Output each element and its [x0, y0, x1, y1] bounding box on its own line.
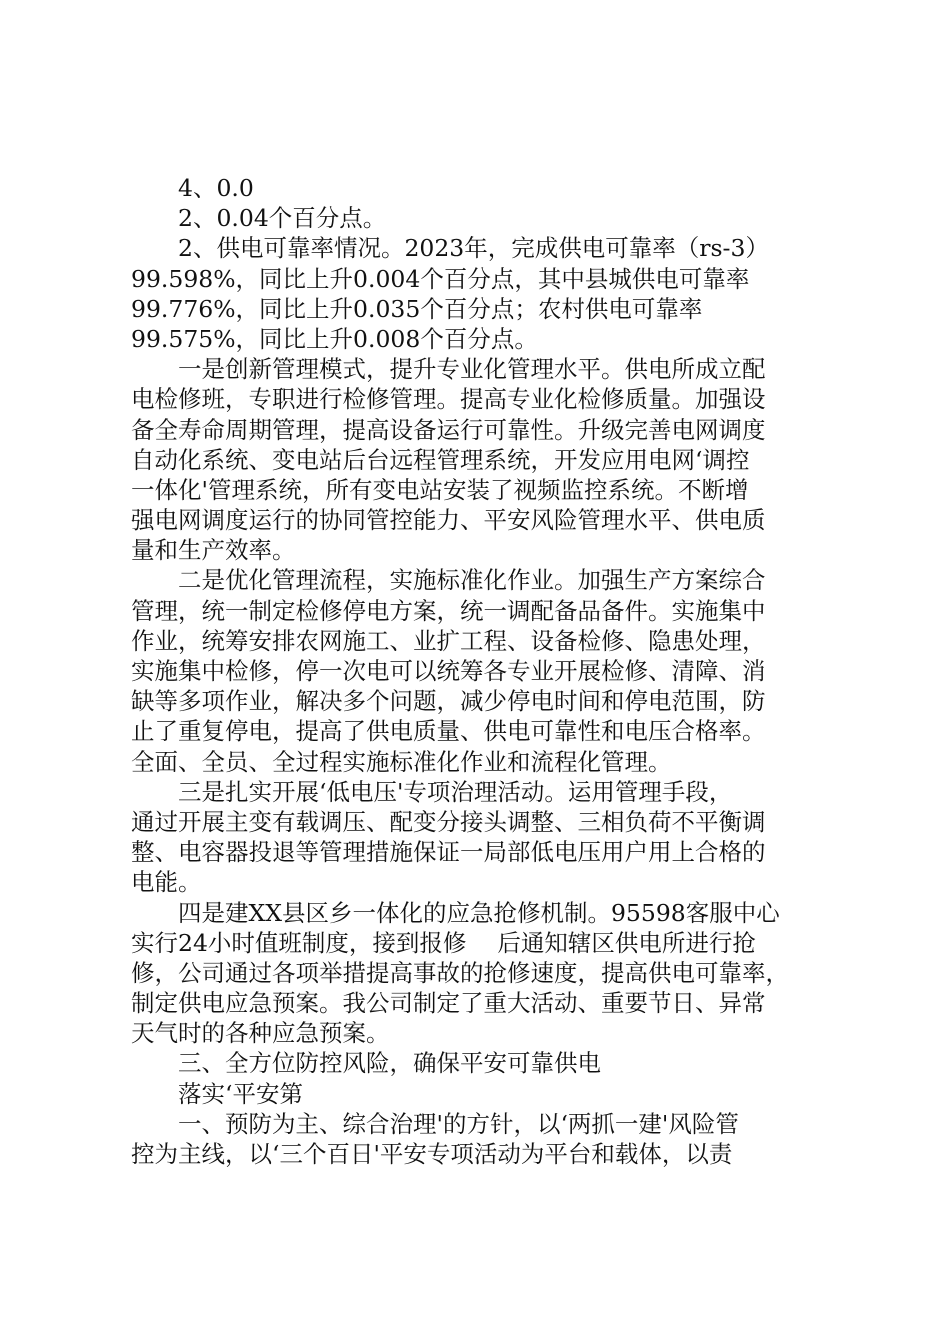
text-line: 自动化系统、变电站后台远程管理系统，开发应用电网‘调控	[131, 445, 750, 474]
text-line: 电检修班，专职进行检修管理。提高专业化检修质量。加强设	[131, 385, 766, 414]
text-line: 制定供电应急预案。我公司制定了重大活动、重要节日、异常	[131, 989, 766, 1018]
text-line: 二是优化管理流程，实施标准化作业。加强生产方案综合	[178, 566, 766, 595]
text-line: 天气时的各种应急预案。	[131, 1019, 390, 1048]
text-line: 四是建XX县区乡一体化的应急抢修机制。95598客服中心	[178, 898, 780, 927]
text-line: 强电网调度运行的协同管控能力、平安风险管理水平、供电质	[131, 506, 766, 535]
text-line: 4、0.0	[178, 174, 254, 202]
text-line: 实施集中检修，停一次电可以统筹各专业开展检修、清障、消	[131, 657, 766, 685]
text-line: 通过开展主变有载调压、配变分接头调整、三相负荷不平衡调	[131, 807, 766, 836]
text-line: 实行24小时值班制度，接到报修 后通知辖区供电所进行抢	[131, 928, 756, 957]
text-line: 一体化'管理系统，所有变电站安装了视频监控系统。不断增	[131, 475, 749, 504]
text-line: 三是扎实开展‘低电压'专项治理活动。运用管理手段，	[178, 777, 733, 806]
text-line: 缺等多项作业，解决多个问题，减少停电时间和停电范围，防	[131, 687, 766, 716]
text-line: 止了重复停电，提高了供电质量、供电可靠性和电压合格率。	[131, 717, 766, 746]
text-line: 99.776%，同比上升0.035个百分点；农村供电可靠率	[131, 294, 703, 323]
text-line: 一是创新管理模式，提升专业化管理水平。供电所成立配	[178, 355, 766, 384]
text-line: 电能。	[131, 868, 202, 897]
text-line: 管理，统一制定检修停电方案，统一调配备品备件。实施集中	[131, 596, 766, 625]
document-body	[131, 173, 831, 1169]
text-line: 2、供电可靠率情况。2023年，完成供电可靠率（rs-3）	[178, 234, 769, 263]
text-line: 三、全方位防控风险，确保平安可靠供电	[178, 1049, 601, 1078]
text-line: 备全寿命周期管理，提高设备运行可靠性。升级完善电网调度	[131, 415, 766, 444]
text-line: 修，公司通过各项举措提高事故的抢修速度，提高供电可靠率，	[131, 958, 789, 987]
text-line: 99.598%，同比上升0.004个百分点，其中县城供电可靠率	[131, 264, 750, 293]
text-line: 2、0.04个百分点。	[178, 204, 387, 233]
text-line: 落实‘平安第	[178, 1079, 303, 1108]
text-line: 全面、全员、全过程实施标准化作业和流程化管理。	[131, 747, 672, 776]
text-line: 一、预防为主、综合治理'的方针，以‘两抓一建'风险管	[178, 1109, 739, 1138]
text-line: 99.575%，同比上升0.008个百分点。	[131, 324, 538, 353]
text-line: 整、电容器投退等管理措施保证一局部低电压用户用上合格的	[131, 838, 766, 867]
text-line: 控为主线，以‘三个百日'平安专项活动为平台和载体，以责	[131, 1140, 733, 1168]
text-line: 量和生产效率。	[131, 536, 296, 565]
text-line: 作业，统筹安排农网施工、业扩工程、设备检修、隐患处理，	[131, 626, 766, 655]
